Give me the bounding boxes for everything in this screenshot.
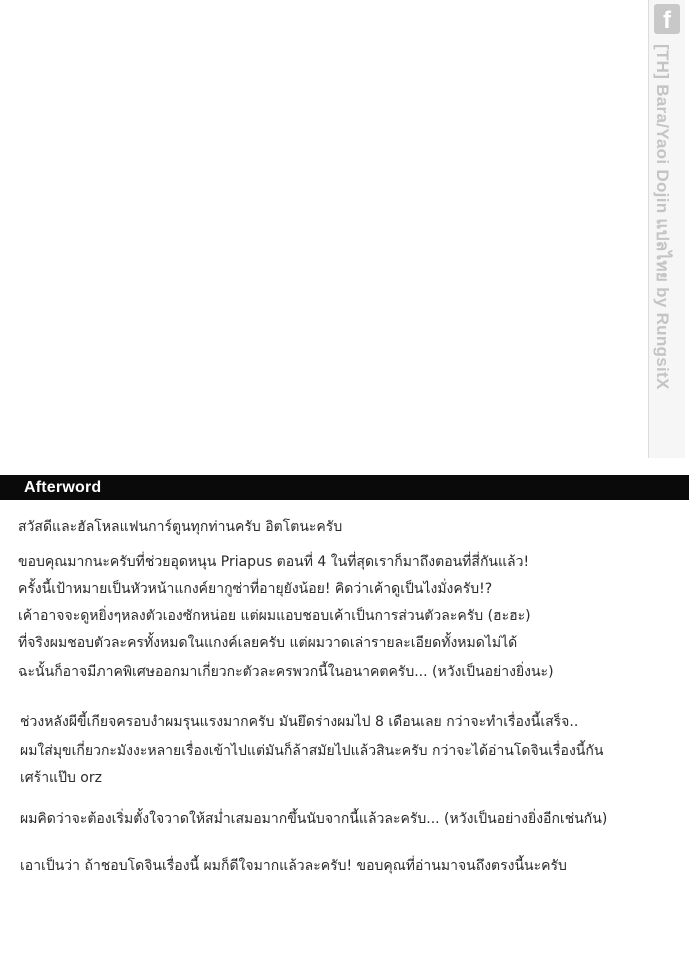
afterword-header-bar (0, 475, 689, 500)
paragraph-line: ฉะนั้นก็อาจมีภาคพิเศษออกมาเกี่ยวกะตัวละครพวกนี้ในอนาคตครับ... (หวังเป็นอย่างยิ่งนะ) (18, 664, 554, 680)
paragraph-line: เศร้าแป๊บ orz (20, 770, 102, 786)
paragraph-line: ผมคิดว่าจะต้องเริ่มตั้งใจวาดให้สม่ำเสมอมากขึ้นนับจากนี้แล้วละครับ... (หวังเป็นอย่างยิ่งอีกเช่นกัน) (20, 811, 608, 827)
paragraph-line: เค้าอาจจะดูหยิ่งๆหลงตัวเองซักหน่อย แต่ผมแอบชอบเค้าเป็นการส่วนตัวละครับ (ฮะฮะ) (18, 608, 531, 624)
paragraph-line: ผมใส่มุขเกี่ยวกะมังงะหลายเรื่องเข้าไปแต่มันก็ล้าสมัยไปแล้วสินะครับ กว่าจะได้อ่านโดจินเรื่องนี้กัน (20, 743, 604, 759)
afterword-title: Afterword (24, 478, 102, 496)
watermark-text: [TH] Bara/Yaoi Dojin แปลไทย by RungsitX (653, 44, 672, 390)
paragraph-line: ที่จริงผมชอบตัวละครทั้งหมดในแกงค์เลยครับ แต่ผมวาดเล่ารายละเอียดทั้งหมดไม่ได้ (18, 635, 518, 651)
greeting-line: สวัสดีและฮัลโหลแฟนการ์ตูนทุกท่านครับ อิตโตนะครับ (18, 519, 343, 535)
facebook-icon (654, 4, 680, 34)
paragraph-line: ช่วงหลังผีขี้เกียจครอบงำผมรุนแรงมากครับ มันยึดร่างผมไป 8 เดือนเลย กว่าจะทำเรื่องนี้เสร็จ.. (20, 714, 579, 730)
facebook-icon-letter: f (663, 7, 671, 34)
closing-line: เอาเป็นว่า ถ้าชอบโดจินเรื่องนี้ ผมก็ดีใจมากแล้วละครับ! ขอบคุณที่อ่านมาจนถึงตรงนี้นะครับ (20, 858, 567, 874)
paragraph-line: ครั้งนี้เป้าหมายเป็นหัวหน้าแกงค์ยากูซ่าที่อายุยังน้อย! คิดว่าเค้าดูเป็นไงมั่งครับ!? (18, 581, 493, 597)
vertical-watermark (648, 0, 685, 458)
paragraph-line: ขอบคุณมากนะครับที่ช่วยอุดหนุน Priapus ตอนที่ 4 ในที่สุดเราก็มาถึงตอนที่สี่กันแล้ว! (18, 554, 530, 570)
